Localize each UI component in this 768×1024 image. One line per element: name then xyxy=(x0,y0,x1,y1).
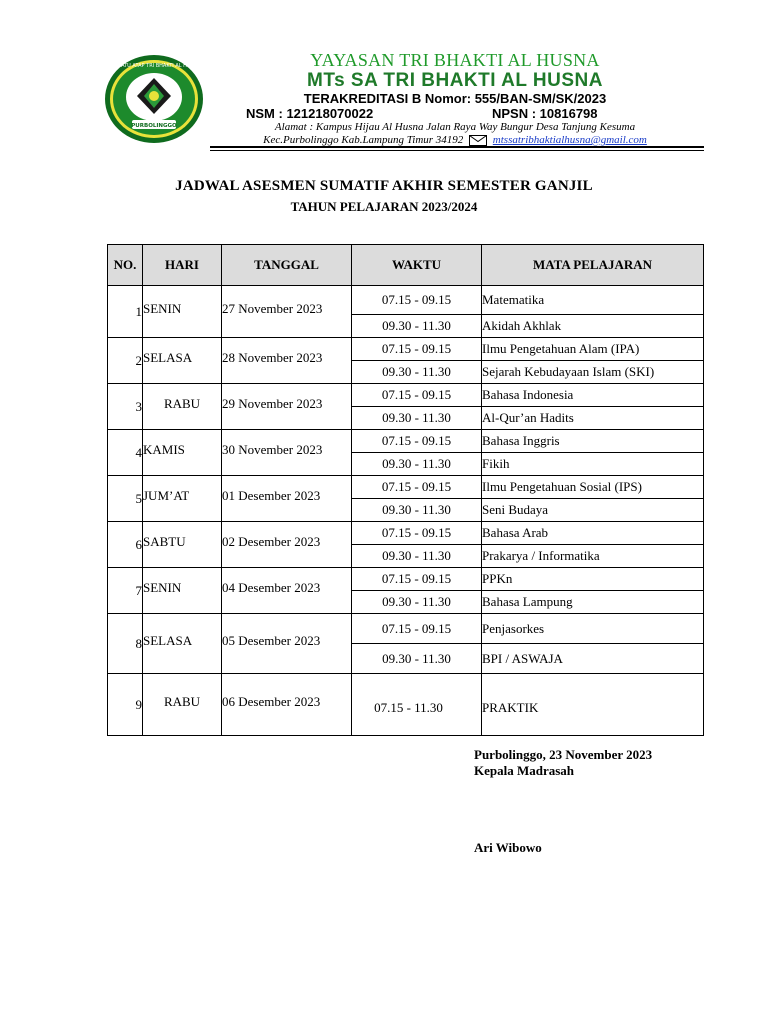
schedule-table xyxy=(107,244,704,736)
cell-waktu: 09.30 - 11.30 xyxy=(352,591,482,614)
place-date: Purbolinggo, 23 November 2023 xyxy=(474,747,653,762)
table-row xyxy=(108,430,704,453)
document-title: JADWAL ASESMEN SUMATIF AKHIR SEMESTER GANJIL xyxy=(175,178,593,194)
cell-hari: KAMIS xyxy=(143,430,222,476)
table-row xyxy=(108,286,704,315)
cell-no: 2 xyxy=(108,338,143,384)
cell-mapel: Bahasa Inggris xyxy=(482,430,704,453)
cell-mapel: Seni Budaya xyxy=(482,499,704,522)
letterhead xyxy=(210,50,700,147)
cell-tanggal: 05 Desember 2023 xyxy=(222,614,352,674)
header-mata-pelajaran: MATA PELAJARAN xyxy=(482,245,704,286)
district: Kec.Purbolinggo Kab.Lampung Timur 34192 xyxy=(263,134,464,146)
cell-waktu: 09.30 - 11.30 xyxy=(352,453,482,476)
cell-tanggal: 30 November 2023 xyxy=(222,430,352,476)
npsn-number: NPSN : 10816798 xyxy=(492,106,598,121)
svg-text:PURBOLINGGO: PURBOLINGGO xyxy=(131,123,177,129)
header-waktu: WAKTU xyxy=(352,245,482,286)
cell-hari: SENIN xyxy=(143,286,222,338)
cell-tanggal: 02 Desember 2023 xyxy=(222,522,352,568)
registration-numbers xyxy=(210,106,700,121)
cell-hari: RABU xyxy=(143,674,222,736)
cell-hari: SABTU xyxy=(143,522,222,568)
accreditation: TERAKREDITASI B Nomor: 555/BAN-SM/SK/2023 xyxy=(303,91,607,106)
cell-tanggal: 28 November 2023 xyxy=(222,338,352,384)
svg-text:MTs SATU ATAP TRI BHAKTI AL HU: MTs SATU ATAP TRI BHAKTI AL HUSNA xyxy=(107,63,201,69)
cell-waktu: 09.30 - 11.30 xyxy=(352,315,482,338)
table-header-row xyxy=(108,245,704,286)
cell-no: 9 xyxy=(108,674,143,736)
cell-mapel: PPKn xyxy=(482,568,704,591)
cell-mapel: Matematika xyxy=(482,286,704,315)
cell-mapel: Bahasa Arab xyxy=(482,522,704,545)
letterhead-divider-thin xyxy=(210,150,704,151)
cell-waktu: 07.15 - 09.15 xyxy=(352,430,482,453)
school-name: MTs SA TRI BHAKTI AL HUSNA xyxy=(307,70,603,91)
cell-mapel: BPI / ASWAJA xyxy=(482,644,704,674)
cell-no: 4 xyxy=(108,430,143,476)
header-tanggal: TANGGAL xyxy=(222,245,352,286)
table-row xyxy=(108,674,704,736)
nsm-number: NSM : 121218070022 xyxy=(246,106,374,121)
envelope-icon xyxy=(469,135,487,146)
cell-waktu: 09.30 - 11.30 xyxy=(352,499,482,522)
cell-tanggal: 04 Desember 2023 xyxy=(222,568,352,614)
cell-waktu: 09.30 - 11.30 xyxy=(352,361,482,384)
signer-name: Ari Wibowo xyxy=(474,840,542,855)
cell-no: 7 xyxy=(108,568,143,614)
table-row xyxy=(108,568,704,591)
cell-waktu: 07.15 - 09.15 xyxy=(352,522,482,545)
cell-hari: SELASA xyxy=(143,338,222,384)
foundation-name: YAYASAN TRI BHAKTI AL HUSNA xyxy=(310,50,600,70)
cell-mapel: Al-Qur’an Hadits xyxy=(482,407,704,430)
header-hari: HARI xyxy=(143,245,222,286)
cell-mapel: Akidah Akhlak xyxy=(482,315,704,338)
table-row xyxy=(108,476,704,499)
header-no: NO. xyxy=(108,245,143,286)
cell-no: 8 xyxy=(108,614,143,674)
cell-waktu: 07.15 - 09.15 xyxy=(352,568,482,591)
table-row xyxy=(108,614,704,644)
cell-tanggal: 27 November 2023 xyxy=(222,286,352,338)
cell-no: 6 xyxy=(108,522,143,568)
cell-waktu: 09.30 - 11.30 xyxy=(352,644,482,674)
cell-mapel: Prakarya / Informatika xyxy=(482,545,704,568)
cell-mapel: Penjasorkes xyxy=(482,614,704,644)
cell-mapel: Bahasa Indonesia xyxy=(482,384,704,407)
address: Alamat : Kampus Hijau Al Husna Jalan Raya Way Bungur Desa Tanjung Kesuma xyxy=(274,121,636,133)
document-subtitle: TAHUN PELAJARAN 2023/2024 xyxy=(290,199,478,214)
school-logo xyxy=(104,54,204,144)
signature-block xyxy=(474,747,652,856)
cell-mapel: Fikih xyxy=(482,453,704,476)
cell-waktu: 07.15 - 09.15 xyxy=(352,476,482,499)
letterhead-divider xyxy=(210,146,704,148)
cell-waktu: 07.15 - 09.15 xyxy=(352,384,482,407)
cell-hari: SENIN xyxy=(143,568,222,614)
cell-no: 5 xyxy=(108,476,143,522)
cell-hari: SELASA xyxy=(143,614,222,674)
cell-tanggal: 06 Desember 2023 xyxy=(222,674,352,736)
table-row xyxy=(108,522,704,545)
table-row xyxy=(108,384,704,407)
cell-mapel: Ilmu Pengetahuan Alam (IPA) xyxy=(482,338,704,361)
cell-waktu: 09.30 - 11.30 xyxy=(352,545,482,568)
cell-mapel: PRAKTIK xyxy=(482,674,704,736)
cell-waktu: 07.15 - 09.15 xyxy=(352,286,482,315)
table-row xyxy=(108,338,704,361)
cell-waktu: 07.15 - 11.30 xyxy=(352,674,482,736)
cell-hari: RABU xyxy=(143,384,222,430)
cell-waktu: 09.30 - 11.30 xyxy=(352,407,482,430)
cell-hari: JUM’AT xyxy=(143,476,222,522)
email-link[interactable]: mtssatribhaktialhusna@gmail.com xyxy=(492,134,647,146)
cell-mapel: Sejarah Kebudayaan Islam (SKI) xyxy=(482,361,704,384)
cell-no: 1 xyxy=(108,286,143,338)
cell-tanggal: 29 November 2023 xyxy=(222,384,352,430)
cell-mapel: Bahasa Lampung xyxy=(482,591,704,614)
cell-mapel: Ilmu Pengetahuan Sosial (IPS) xyxy=(482,476,704,499)
cell-tanggal: 01 Desember 2023 xyxy=(222,476,352,522)
signer-title: Kepala Madrasah xyxy=(474,763,575,778)
cell-waktu: 07.15 - 09.15 xyxy=(352,338,482,361)
cell-no: 3 xyxy=(108,384,143,430)
cell-waktu: 07.15 - 09.15 xyxy=(352,614,482,644)
